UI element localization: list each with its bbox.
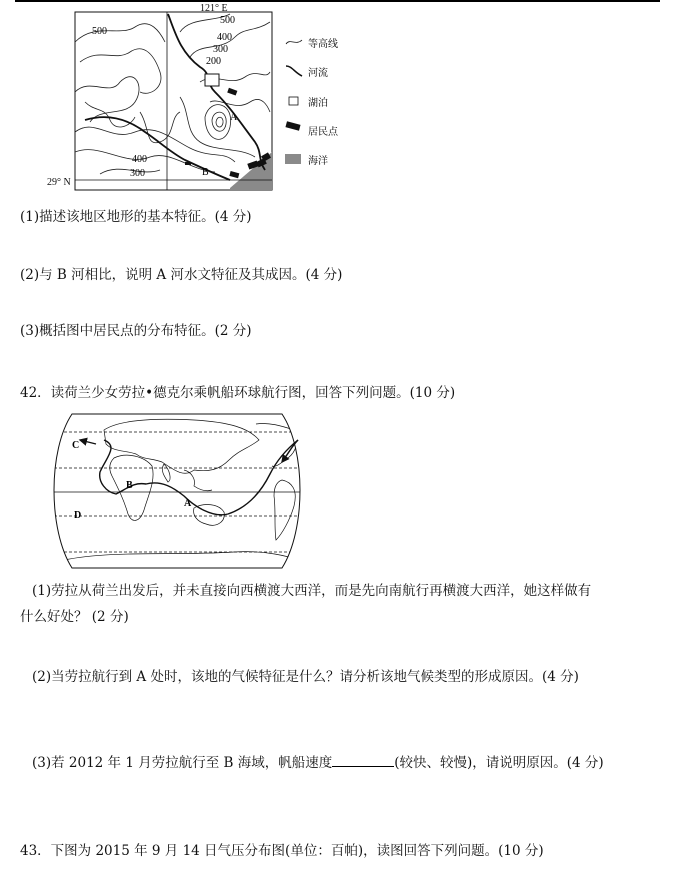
point-a-label: A [230, 112, 238, 123]
latitude-label: 29° N [47, 177, 71, 188]
q41-sub1: (1)描述该地区地形的基本特征。(4 分) [20, 209, 252, 225]
q42-sub2-text: (2)当劳拉航行到 A 处时，该地的气候特征是什么？请分析该地气候类型的形成原因。(4 分) [32, 669, 579, 685]
contour-label: 300 [130, 168, 145, 179]
lake-icon-map [205, 74, 219, 86]
contour-label: 400 [132, 154, 147, 165]
svg-text:湖泊: 湖泊 [308, 98, 328, 109]
label-d: D [74, 510, 82, 521]
contour-label: 500 [220, 15, 235, 26]
contour-label: 500 [92, 26, 107, 37]
contour-label: 300 [213, 44, 228, 55]
q42-sub2 [20, 664, 665, 690]
q42-sub3-before: (3)若 2012 年 1 月劳拉航行至 B 海域，帆船速度 [32, 755, 333, 771]
contour-icon [286, 40, 302, 44]
contour-label: 400 [217, 32, 232, 43]
settlement-icon [285, 121, 300, 130]
label-c: C [72, 440, 80, 451]
river-icon [286, 66, 302, 76]
label-a: A [184, 498, 192, 509]
q42-sub3 [20, 750, 665, 776]
q43-stem: 43．下图为 2015 年 9 月 14 日气压分布图(单位：百帕)，读图回答下列问题。(10 分) [20, 843, 544, 859]
svg-text:河流: 河流 [308, 68, 328, 79]
q41-sub3: (3)概括图中居民点的分布特征。(2 分) [20, 323, 252, 339]
answer-blank[interactable] [332, 752, 394, 767]
contour-label: 200 [206, 56, 221, 67]
svg-text:海洋: 海洋 [308, 156, 328, 167]
ocean-icon [285, 154, 301, 164]
lake-icon [289, 97, 298, 105]
label-b: B [126, 480, 133, 491]
svg-text:居民点: 居民点 [308, 127, 338, 138]
q42-sub3-after: (较快、较慢)，请说明原因。(4 分) [394, 755, 604, 771]
point-b-label: B [202, 167, 209, 178]
q42-stem: 42．读荷兰少女劳拉•德克尔乘帆船环球航行图，回答下列问题。(10 分) [20, 385, 456, 401]
longitude-label: 121° E [200, 3, 228, 14]
q42-sub1-text: (1)劳拉从荷兰出发后，并未直接向西横渡大西洋，而是先向南航行再横渡大西洋，她这样做有 [32, 583, 592, 599]
q41-sub2: (2)与 B 河相比，说明 A 河水文特征及其成因。(4 分) [20, 267, 343, 283]
q42-sub1-line2: 什么好处？ (2 分) [20, 609, 129, 625]
contour-lines [75, 14, 270, 174]
q42-sub1-line1 [20, 578, 665, 604]
map-legend [285, 37, 339, 167]
topographic-map [40, 2, 380, 194]
world-route-map [44, 410, 310, 572]
svg-text:等高线: 等高线 [308, 39, 338, 50]
